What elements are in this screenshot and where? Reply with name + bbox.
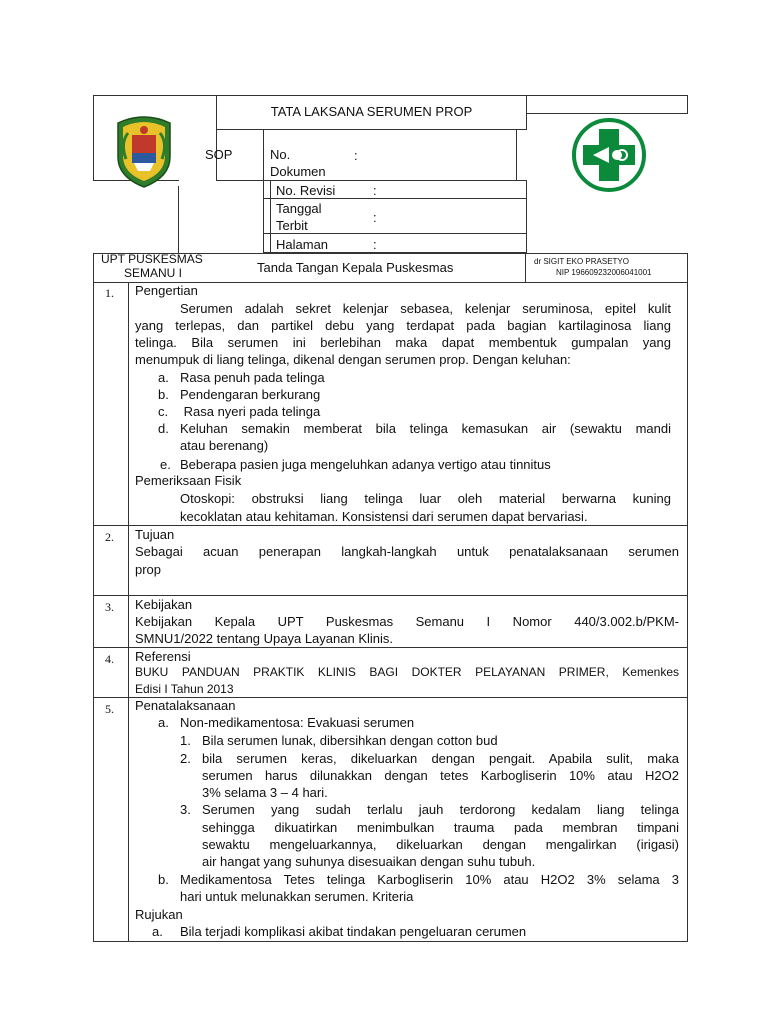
section-title: Pengertian <box>135 283 198 298</box>
section-number: 2. <box>105 530 114 544</box>
list-item-cont: hari untuk melunakkan serumen. Kriteria <box>180 889 414 904</box>
paragraph-line: menumpuk di liang telinga, dikenal dengan serumen prop. Dengan keluhan: <box>135 352 571 367</box>
section-title: Penatalaksanaan <box>135 698 236 713</box>
halaman-label: Halaman <box>276 237 329 252</box>
list-item-cont: atau berenang) <box>180 438 269 453</box>
halaman-colon: : <box>373 237 377 252</box>
document-title: TATA LAKSANA SERUMEN PROP <box>270 104 473 119</box>
paragraph-line: BUKU PANDUAN PRAKTIK KLINIS BAGI DOKTER PELAYANAN PRIMER, Kemenkes <box>135 665 679 679</box>
list-marker: d. <box>158 421 169 436</box>
list-item: Bila terjadi komplikasi akibat tindakan pengeluaran cerumen <box>180 924 527 939</box>
paragraph-line: Serumen adalah sekret kelenjar sebasea, kelenjar seruminosa, epitel kulit <box>180 301 671 316</box>
no-revisi-label: No. Revisi <box>276 183 336 198</box>
list-item: Serumen yang sudah terlalu jauh terdorong kedalam liang telinga <box>202 802 679 817</box>
signature-label: Tanda Tangan Kepala Puskesmas <box>257 260 454 275</box>
list-marker: 2. <box>180 751 191 766</box>
no-revisi-colon: : <box>373 183 377 198</box>
tanggal-terbit-colon: : <box>373 210 377 225</box>
no-dokumen-label: No. Dokumen <box>270 147 326 179</box>
list-item: Medikamentosa Tetes telinga Karbogliserin 10% atau H2O2 3% selama 3 <box>180 872 679 887</box>
list-marker: 3. <box>180 802 191 817</box>
paragraph-line: Kebijakan Kepala UPT Puskesmas Semanu I Nomor 440/3.002.b/PKM- <box>135 614 679 629</box>
list-item-cont: serumen harus dilunakkan dengan tetes Karbogliserin 10% atau H2O2 <box>202 768 679 783</box>
section-title: Kebijakan <box>135 597 193 612</box>
list-marker: a. <box>158 370 169 385</box>
list-item: Rasa penuh pada telinga <box>180 370 325 385</box>
list-marker: b. <box>158 872 169 887</box>
list-item: Non-medikamentosa: Evakuasi serumen <box>180 715 415 730</box>
regional-emblem-icon <box>112 113 176 189</box>
list-item: Pendengaran berkurang <box>180 387 321 402</box>
list-item-cont: sehingga dikuatirkan menimbulkan trauma pada membran timpani <box>202 820 679 835</box>
list-marker: a. <box>158 715 169 730</box>
doctor-name: dr SIGIT EKO PRASETYO <box>534 257 629 266</box>
list-item: Rasa nyeri pada telinga <box>180 404 321 419</box>
section-number: 5. <box>105 702 114 716</box>
list-marker: b. <box>158 387 169 402</box>
list-marker: 1. <box>180 733 191 748</box>
list-item: Bila serumen lunak, dibersihkan dengan cotton bud <box>202 733 498 748</box>
list-marker: c. <box>158 404 169 419</box>
paragraph-line: kecoklatan atau kehitaman. Konsistensi dari serumen dapat bervariasi. <box>180 509 588 524</box>
tanggal-terbit-label: Tanggal Terbit <box>276 201 322 233</box>
paragraph-line: telinga. Bila serumen ini berlebihan maka dapat membentuk gumpalan yang <box>135 335 671 350</box>
puskesmas-logo-icon <box>571 117 647 193</box>
list-item: Keluhan semakin memberat bila telinga kemasukan air (sewaktu mandi <box>180 421 671 436</box>
section-title: Tujuan <box>135 527 175 542</box>
section-number: 3. <box>105 600 114 614</box>
list-item-cont: air hangat yang suhunya disesuaikan dengan suhu tubuh. <box>202 854 536 869</box>
list-item: bila serumen keras, dikeluarkan dengan pengait. Apabila sulit, maka <box>202 751 679 766</box>
paragraph-line: Edisi I Tahun 2013 <box>135 682 234 696</box>
paragraph-line: prop <box>135 562 162 577</box>
subsection-title: Pemeriksaan Fisik <box>135 473 242 488</box>
sop-label: SOP <box>205 147 233 162</box>
paragraph-line: yang terlepas, dan partikel debu yang terdapat pada bagian kartilaginosa liang <box>135 318 671 333</box>
paragraph-line: Otoskopi: obstruksi liang telinga luar oleh material berwarna kuning <box>180 491 671 506</box>
no-dokumen-colon: : <box>354 148 358 163</box>
paragraph-line: Sebagai acuan penerapan langkah-langkah untuk penatalaksanaan serumen <box>135 544 679 559</box>
subsection-title: Rujukan <box>135 907 183 922</box>
unit-name-line1: UPT PUSKESMAS <box>101 252 203 266</box>
list-item: Beberapa pasien juga mengeluhkan adanya vertigo atau tinnitus <box>180 457 551 472</box>
section-number: 1. <box>105 286 114 300</box>
list-item-cont: sewaktu mengeluarkannya, dikeluarkan dengan mengalirkan (irigasi) <box>202 837 679 852</box>
list-marker: a. <box>152 924 163 939</box>
list-item-cont: 3% selama 3 – 4 hari. <box>202 785 328 800</box>
paragraph-line: SMNU1/2022 tentang Upaya Layanan Klinis. <box>135 631 393 646</box>
doctor-nip: NIP 196609232006041001 <box>556 268 652 277</box>
unit-name-line2: SEMANU I <box>124 266 183 280</box>
list-marker: e. <box>160 457 171 472</box>
section-title: Referensi <box>135 649 191 664</box>
section-number: 4. <box>105 652 114 666</box>
